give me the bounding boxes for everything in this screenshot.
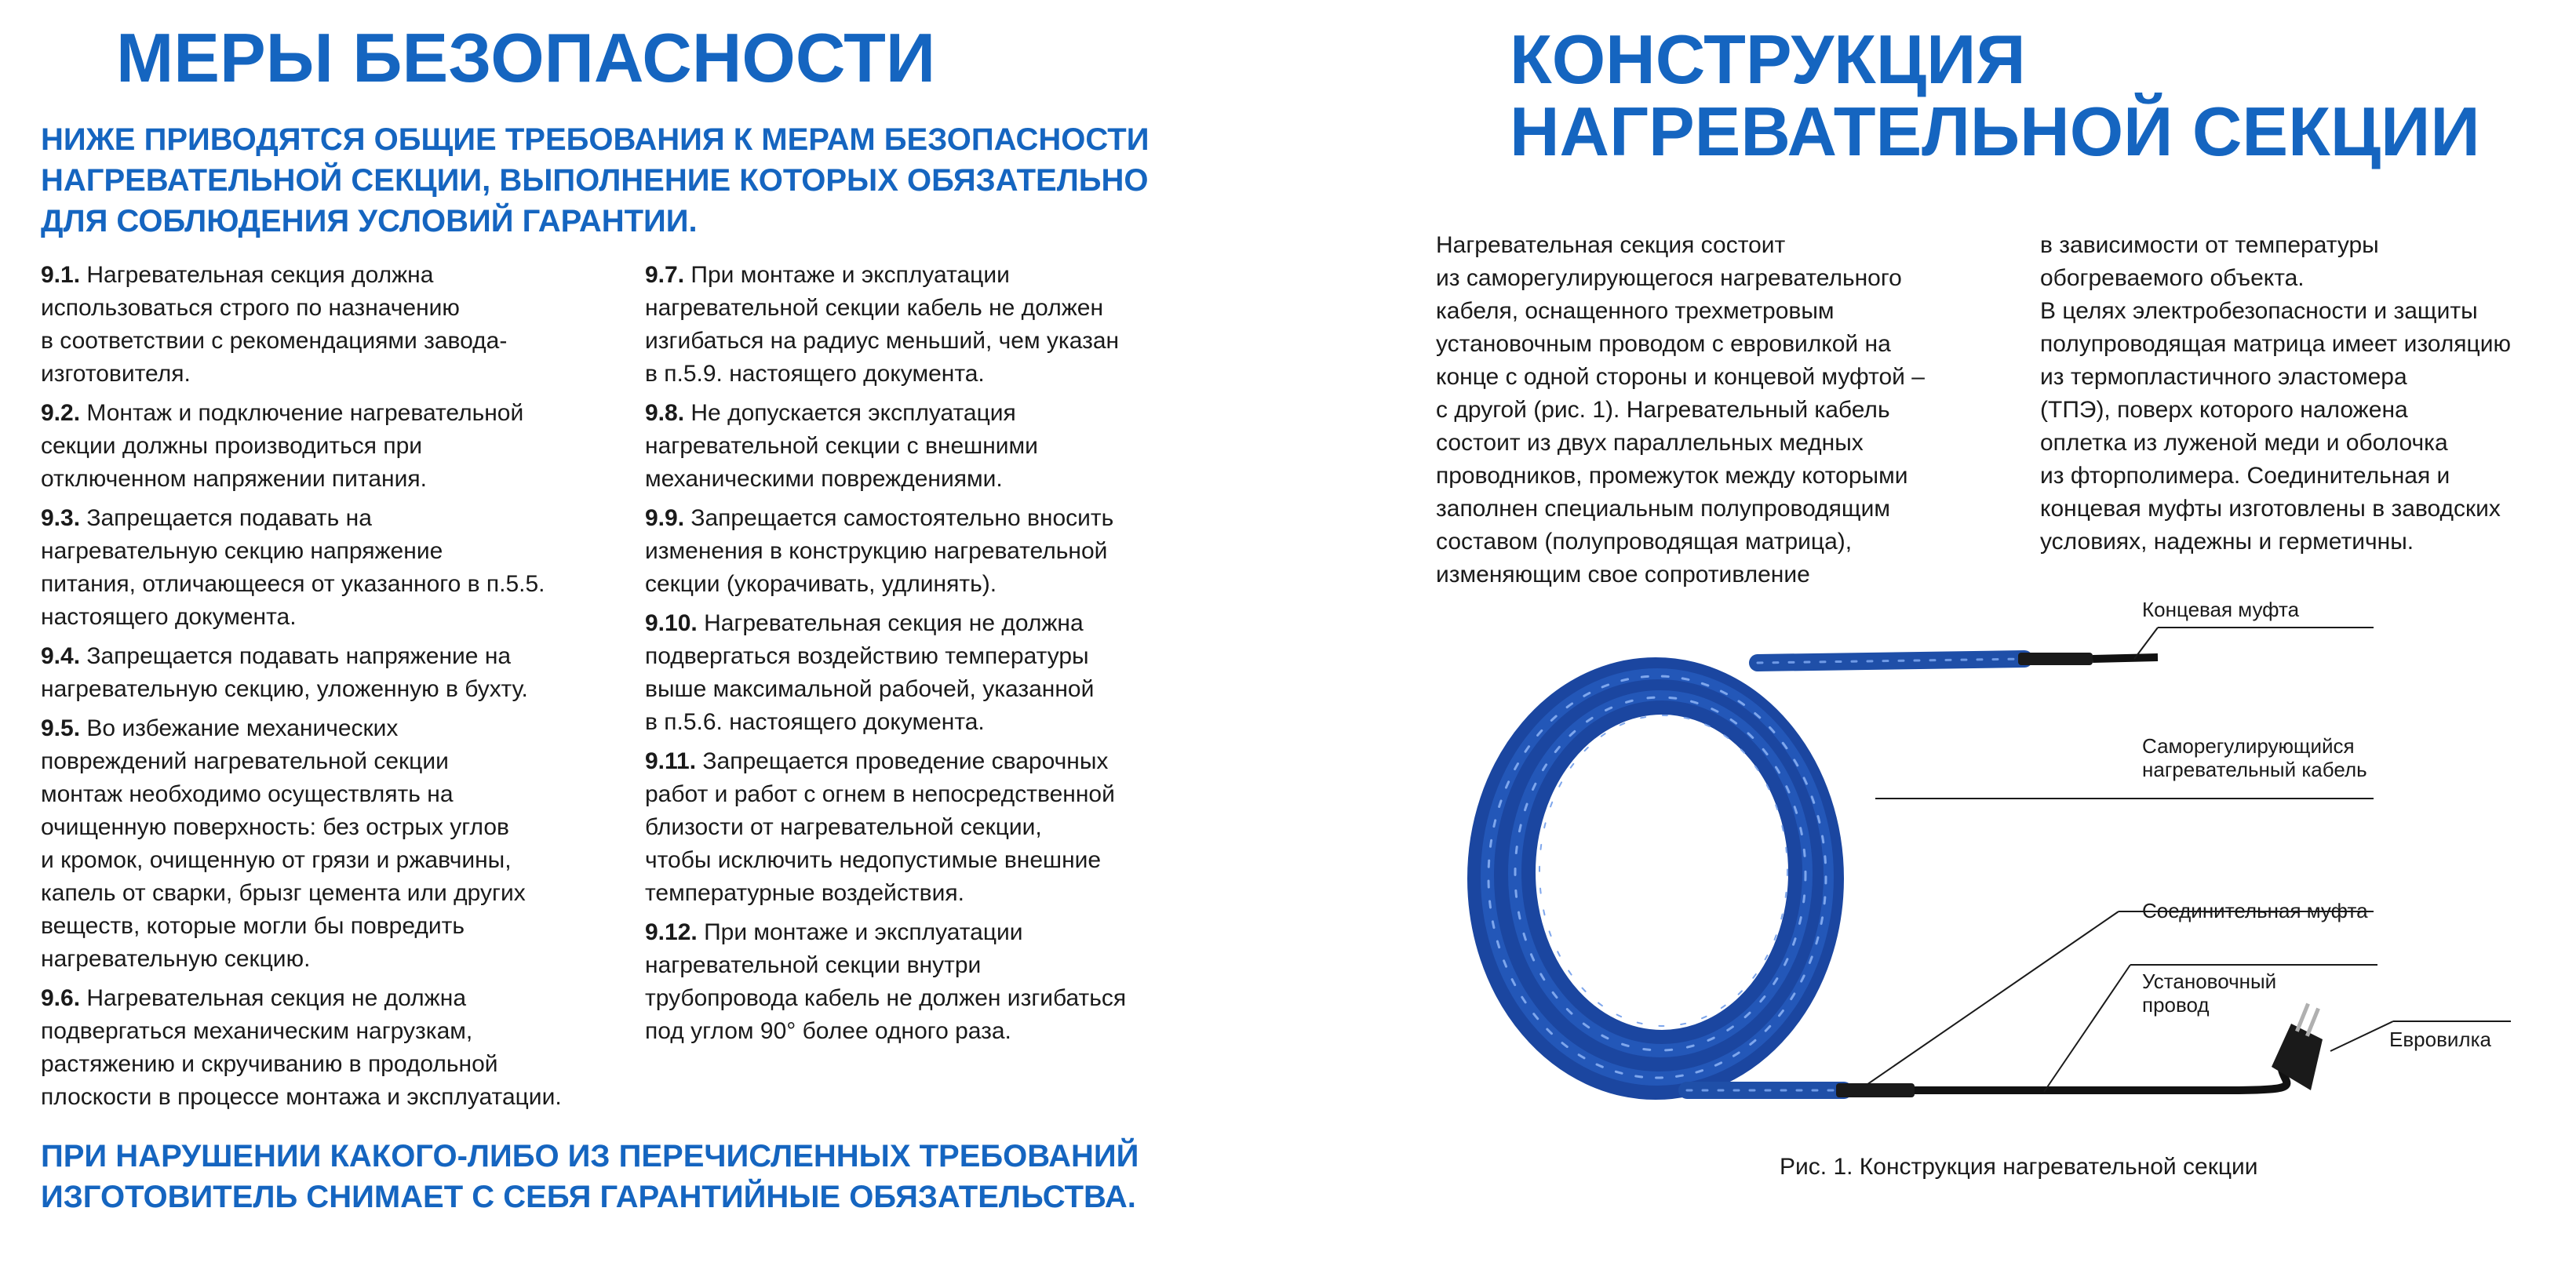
rule-text: Запрещается подавать напряжение на [80,643,512,669]
description-column-2 [2040,229,2574,558]
label-heating-cable [2142,734,2367,781]
description-column-1 [1436,229,2017,591]
warranty-warning [41,1136,1139,1217]
title-line: КОНСТРУКЦИЯ [1510,20,2026,98]
rule-text: При монтаже и эксплуатации [684,262,1010,288]
desc-line: оплетка из луженой меди и оболочка [2040,430,2448,456]
rule-item [41,712,606,976]
rule-line [41,259,606,292]
rule-line [645,1015,1210,1048]
rule-number: 9.5. [41,715,81,741]
rule-line [645,844,1210,877]
rule-text: Нагревательная секция должна [80,262,434,288]
desc-line: (ТПЭ), поверх которого наложена [2040,397,2408,423]
end-sleeve-tail [2093,657,2158,659]
rule-text: изготовителя. [41,361,191,387]
desc-line: обогреваемого объекта. [2040,265,2305,291]
title-line: НАГРЕВАТЕЛЬНОЙ СЕКЦИИ [1510,93,2480,170]
rule-line [41,430,606,463]
rule-line [41,325,606,358]
rule-line [41,397,606,430]
rule-text: Нагревательная секция не должна [697,610,1084,636]
rule-text: и кромок, очищенную от грязи и ржавчины, [41,847,512,873]
rule-line [41,712,606,745]
rule-line [645,916,1210,949]
desc-line: проводников, промежуток между которыми [1436,463,1908,489]
rule-line [645,982,1210,1015]
desc-line: заполнен специальным полупроводящим [1436,496,1890,522]
rule-text: изгибаться на радиус меньший, чем указан [645,328,1120,354]
figure-caption: Рис. 1. Конструкция нагревательной секции [1780,1154,2258,1180]
desc-line: составом (полупроводящая матрица), [1436,529,1853,555]
rule-text: близости от нагревательной секции, [645,814,1042,840]
desc-line: из саморегулирующегося нагревательного [1436,265,1902,291]
rule-text: Запрещается самостоятельно вносить [684,505,1114,531]
intro-line: НАГРЕВАТЕЛЬНОЙ СЕКЦИИ, ВЫПОЛНЕНИЕ КОТОРЫХ ОБЯЗАТЕЛЬНО [41,163,1149,198]
rule-line [41,1015,606,1048]
rule-text: работ и работ с огнем в непосредственной [645,781,1115,807]
label-joint-sleeve: Соединительная муфта [2142,899,2368,922]
label-line: провод [2142,993,2210,1017]
rule-text: в п.5.9. настоящего документа. [645,361,985,387]
rule-number: 9.4. [41,643,81,669]
rule-text: капель от сварки, брызг цемента или других [41,880,526,906]
rule-number: 9.11. [645,748,697,774]
heating-cable-figure [1428,580,2542,1145]
desc-line: из фторполимера. Соединительная и [2040,463,2450,489]
rule-line [645,568,1210,601]
rule-text: выше максимальной рабочей, указанной [645,676,1095,702]
rule-line [645,877,1210,910]
desc-line: в зависимости от температуры [2040,232,2379,258]
rules-column-2 [645,259,1210,1054]
rule-number: 9.6. [41,985,81,1011]
rule-item [645,745,1210,910]
desc-line: с другой (рис. 1). Нагревательный кабель [1436,397,1890,423]
rule-line [645,745,1210,778]
rule-line [41,535,606,568]
rule-item [645,916,1210,1048]
rule-line [41,844,606,877]
rule-item [41,640,606,706]
rule-text: нагревательную секцию. [41,946,311,972]
intro-line: ДЛЯ СОБЛЮДЕНИЯ УСЛОВИЙ ГАРАНТИИ. [41,204,698,238]
rule-text: отключенном напряжении питания. [41,466,427,492]
rule-text: секции должны производиться при [41,433,423,459]
rule-text: повреждений нагревательной секции [41,748,449,774]
rule-number: 9.7. [645,262,685,288]
rule-line [645,325,1210,358]
rule-line [645,259,1210,292]
rule-line [645,502,1210,535]
rule-text: нагревательной секции с внешними [645,433,1038,459]
rule-text: нагревательную секцию, уложенную в бухту. [41,676,528,702]
rule-line [41,877,606,910]
rule-number: 9.10. [645,610,698,636]
desc-line: концевая муфты изготовлены в заводских [2040,496,2501,522]
rule-text: очищенную поверхность: без острых углов [41,814,509,840]
rule-line [41,943,606,976]
rule-line [645,292,1210,325]
rule-line [41,601,606,634]
euro-plug [2272,1003,2323,1090]
rule-text: под углом 90° более одного раза. [645,1018,1011,1044]
desc-line: конце с одной стороны и концевой муфтой – [1436,364,1925,390]
warning-line: ИЗГОТОВИТЕЛЬ СНИМАЕТ С СЕБЯ ГАРАНТИЙНЫЕ ОБЯЗАТЕЛЬСТВА. [41,1180,1136,1214]
rule-item [645,397,1210,496]
rule-line [645,640,1210,673]
rule-item [645,502,1210,601]
rule-text: секции (укорачивать, удлинять). [645,571,997,597]
safety-intro [41,119,1149,242]
rule-text: При монтаже и эксплуатации [697,919,1023,945]
cable-coil [1475,659,2024,1092]
rule-text: веществ, которые могли бы повредить [41,913,465,939]
rule-text: в соответствии с рекомендациями завода- [41,328,508,354]
rule-text: подвергаться воздействию температуры [645,643,1089,669]
rule-number: 9.8. [645,400,685,426]
rules-column-1 [41,259,606,1120]
rule-text: Не допускается эксплуатация [684,400,1016,426]
rule-item [41,397,606,496]
rule-line [645,673,1210,706]
rule-line [645,949,1210,982]
rule-item [645,607,1210,739]
rule-line [645,358,1210,391]
rule-text: нагревательной секции внутри [645,952,982,978]
rule-line [645,607,1210,640]
desc-line: кабеля, оснащенного трехметровым [1436,298,1835,324]
rule-text: Во избежание механических [80,715,399,741]
rule-line [41,1081,606,1114]
rule-text: растяжению и скручиванию в продольной [41,1051,498,1077]
safety-title: МЕРЫ БЕЗОПАСНОСТИ [116,19,936,96]
rule-line [41,982,606,1015]
desc-line: условиях, надежны и герметичны. [2040,529,2414,555]
rule-line [41,463,606,496]
rule-number: 9.3. [41,505,81,531]
rule-line [645,811,1210,844]
leader-lines [1852,628,2511,1095]
rule-text: нагревательной секции кабель не должен [645,295,1104,321]
rule-text: изменения в конструкцию нагревательной [645,538,1108,564]
rule-number: 9.2. [41,400,81,426]
end-sleeve [2018,653,2093,665]
label-line: Саморегулирующийся [2142,734,2355,758]
rule-text: монтаж необходимо осуществлять на [41,781,454,807]
desc-line: Нагревательная секция состоит [1436,232,1786,258]
label-line: Установочный [2142,970,2277,993]
rule-line [41,745,606,778]
desc-line: из термопластичного эластомера [2040,364,2407,390]
rule-line [41,640,606,673]
rule-text: плоскости в процессе монтажа и эксплуатации. [41,1084,562,1110]
rule-text: Запрещается проведение сварочных [696,748,1109,774]
intro-line: НИЖЕ ПРИВОДЯТСЯ ОБЩИЕ ТРЕБОВАНИЯ К МЕРАМ БЕЗОПАСНОСТИ [41,122,1150,157]
rule-line [41,502,606,535]
rule-text: питания, отличающееся от указанного в п.5.5. [41,571,545,597]
rule-item [645,259,1210,391]
joint-sleeve [1836,1083,1915,1097]
rule-number: 9.12. [645,919,698,945]
rule-line [41,673,606,706]
label-end-sleeve: Концевая муфта [2142,598,2300,621]
rule-line [645,535,1210,568]
rule-line [41,778,606,811]
rule-item [41,982,606,1114]
installation-wire [1915,1059,2286,1090]
rule-text: механическими повреждениями. [645,466,1003,492]
desc-line: В целях электробезопасности и защиты [2040,298,2478,324]
rule-number: 9.9. [645,505,685,531]
rule-line [645,778,1210,811]
label-line: нагревательный кабель [2142,758,2367,781]
rule-number: 9.1. [41,262,81,288]
rule-line [41,811,606,844]
rule-text: чтобы исключить недопустимые внешние [645,847,1102,873]
rule-text: трубопровода кабель не должен изгибаться [645,985,1127,1011]
rule-line [41,910,606,943]
desc-line: установочным проводом с евровилкой на [1436,331,1891,357]
rule-text: температурные воздействия. [645,880,964,906]
warning-line: ПРИ НАРУШЕНИИ КАКОГО-ЛИБО ИЗ ПЕРЕЧИСЛЕННЫХ ТРЕБОВАНИЙ [41,1139,1139,1173]
desc-line: полупроводящая матрица имеет изоляцию [2040,331,2511,357]
rule-line [645,397,1210,430]
desc-line: изменяющим свое сопротивление [1436,562,1810,588]
desc-line: состоит из двух параллельных медных [1436,430,1864,456]
rule-text: Запрещается подавать на [80,505,372,531]
rule-text: подвергаться механическим нагрузкам, [41,1018,473,1044]
rule-line [41,358,606,391]
rule-item [41,259,606,391]
rule-text: Монтаж и подключение нагревательной [80,400,524,426]
rule-text: Нагревательная секция не должна [80,985,466,1011]
rule-item [41,502,606,634]
rule-text: использоваться строго по назначению [41,295,460,321]
rule-text: нагревательную секцию напряжение [41,538,443,564]
rule-line [645,463,1210,496]
rule-line [645,430,1210,463]
label-installation-wire [2142,970,2276,1017]
rule-line [41,568,606,601]
rule-line [41,1048,606,1081]
rule-text: в п.5.6. настоящего документа. [645,709,985,735]
rule-text: настоящего документа. [41,604,297,630]
construction-title [1510,20,2480,170]
rule-line [645,706,1210,739]
rule-line [41,292,606,325]
label-euro-plug: Евровилка [2389,1028,2491,1051]
